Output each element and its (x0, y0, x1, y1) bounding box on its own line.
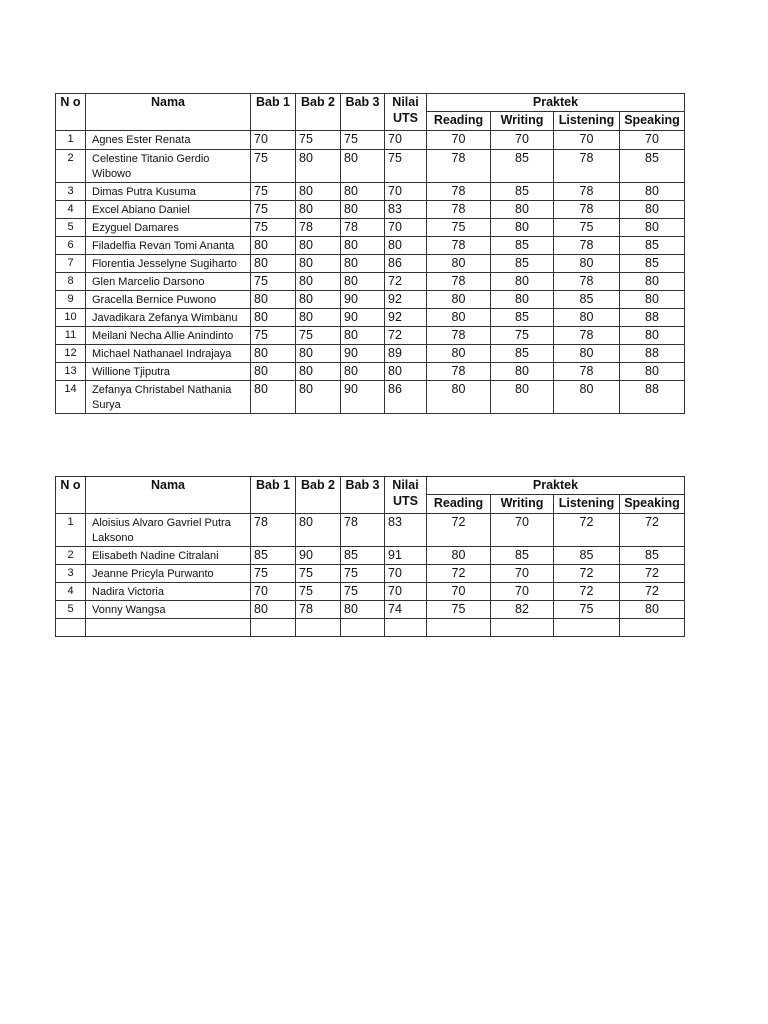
cell-no: 11 (56, 327, 86, 345)
header-no: N o (56, 477, 86, 514)
cell-no: 3 (56, 565, 86, 583)
cell-writing: 85 (491, 237, 554, 255)
cell-uts: 91 (385, 547, 427, 565)
cell-listening: 72 (554, 514, 620, 547)
cell-uts: 86 (385, 381, 427, 414)
cell-uts: 92 (385, 309, 427, 327)
cell-bab1: 80 (251, 345, 296, 363)
cell-writing: 80 (491, 381, 554, 414)
cell-speaking: 80 (620, 273, 685, 291)
cell-no: 5 (56, 601, 86, 619)
cell-bab2: 80 (296, 183, 341, 201)
cell-uts: 74 (385, 601, 427, 619)
header-bab3: Bab 3 (341, 477, 385, 514)
cell-listening: 78 (554, 327, 620, 345)
cell-writing: 85 (491, 547, 554, 565)
table-row (56, 309, 685, 327)
header-bab3: Bab 3 (341, 94, 385, 131)
cell-listening: 80 (554, 309, 620, 327)
cell-reading: 78 (427, 150, 491, 183)
header-row (56, 477, 685, 495)
cell-reading: 80 (427, 291, 491, 309)
grade-table-2 (55, 476, 685, 637)
header-bab2: Bab 2 (296, 477, 341, 514)
header-nama: Nama (86, 94, 251, 131)
cell-bab2: 80 (296, 150, 341, 183)
cell-listening: 70 (554, 131, 620, 150)
header-uts: Nilai UTS (385, 477, 427, 514)
cell-bab3: 75 (341, 583, 385, 601)
cell-speaking: 80 (620, 291, 685, 309)
header-listening: Listening (554, 495, 620, 514)
cell-uts: 70 (385, 583, 427, 601)
cell-writing: 80 (491, 201, 554, 219)
cell-bab3: 90 (341, 345, 385, 363)
cell-no: 9 (56, 291, 86, 309)
header-nama: Nama (86, 477, 251, 514)
cell-listening: 78 (554, 273, 620, 291)
cell-uts: 80 (385, 363, 427, 381)
cell-writing: 82 (491, 601, 554, 619)
cell-writing: 85 (491, 255, 554, 273)
cell-bab1: 75 (251, 327, 296, 345)
cell-reading: 78 (427, 237, 491, 255)
table-row (56, 363, 685, 381)
cell-bab1: 75 (251, 201, 296, 219)
cell-no: 4 (56, 201, 86, 219)
cell-no: 3 (56, 183, 86, 201)
cell-reading: 80 (427, 381, 491, 414)
cell-writing: 85 (491, 309, 554, 327)
cell-writing: 70 (491, 565, 554, 583)
cell-bab1: 70 (251, 583, 296, 601)
cell-bab2: 80 (296, 255, 341, 273)
cell-speaking: 88 (620, 381, 685, 414)
header-bab1: Bab 1 (251, 477, 296, 514)
cell-bab1: 75 (251, 565, 296, 583)
table-row (56, 150, 685, 183)
table-row (56, 565, 685, 583)
cell-speaking: 72 (620, 583, 685, 601)
cell-bab1: 75 (251, 183, 296, 201)
cell-listening: 78 (554, 237, 620, 255)
cell-listening: 80 (554, 255, 620, 273)
cell-bab3: 80 (341, 237, 385, 255)
cell-nama: Gracella Bernice Puwono (86, 291, 251, 309)
cell-nama: Dimas Putra Kusuma (86, 183, 251, 201)
header-writing: Writing (491, 495, 554, 514)
cell-reading: 80 (427, 547, 491, 565)
cell-listening: 75 (554, 601, 620, 619)
cell-bab1: 75 (251, 273, 296, 291)
cell-bab3: 78 (341, 219, 385, 237)
header-writing: Writing (491, 112, 554, 131)
cell-speaking: 88 (620, 345, 685, 363)
cell-bab2: 75 (296, 583, 341, 601)
cell-bab3: 85 (341, 547, 385, 565)
cell-listening: 78 (554, 201, 620, 219)
cell-no: 14 (56, 381, 86, 414)
header-reading: Reading (427, 495, 491, 514)
cell-bab3: 80 (341, 255, 385, 273)
cell-bab2: 90 (296, 547, 341, 565)
table-row (56, 514, 685, 547)
cell-writing: 70 (491, 131, 554, 150)
cell-nama (86, 619, 251, 637)
cell-writing: 80 (491, 291, 554, 309)
cell-nama: Elisabeth Nadine Citralani (86, 547, 251, 565)
table-row (56, 183, 685, 201)
cell-no: 7 (56, 255, 86, 273)
cell-writing: 85 (491, 345, 554, 363)
cell-reading: 78 (427, 363, 491, 381)
cell-nama: Ezyguel Damares (86, 219, 251, 237)
cell-no: 5 (56, 219, 86, 237)
header-no: N o (56, 94, 86, 131)
cell-bab3: 90 (341, 291, 385, 309)
cell-bab3: 80 (341, 201, 385, 219)
cell-writing (491, 619, 554, 637)
cell-bab2: 78 (296, 219, 341, 237)
cell-writing: 80 (491, 363, 554, 381)
cell-bab2: 75 (296, 327, 341, 345)
cell-writing: 75 (491, 327, 554, 345)
cell-listening: 80 (554, 345, 620, 363)
table-row (56, 327, 685, 345)
cell-reading: 72 (427, 514, 491, 547)
cell-listening: 78 (554, 183, 620, 201)
cell-reading: 78 (427, 273, 491, 291)
cell-speaking: 72 (620, 565, 685, 583)
cell-speaking: 80 (620, 327, 685, 345)
cell-uts: 83 (385, 201, 427, 219)
cell-bab1: 80 (251, 309, 296, 327)
cell-nama: Willione Tjiputra (86, 363, 251, 381)
cell-reading: 72 (427, 565, 491, 583)
table-row (56, 601, 685, 619)
cell-reading (427, 619, 491, 637)
cell-bab2 (296, 619, 341, 637)
cell-speaking: 85 (620, 237, 685, 255)
cell-bab3: 75 (341, 131, 385, 150)
cell-nama: Agnes Ester Renata (86, 131, 251, 150)
cell-no (56, 619, 86, 637)
cell-bab2: 78 (296, 601, 341, 619)
cell-listening: 78 (554, 363, 620, 381)
cell-uts: 70 (385, 183, 427, 201)
cell-bab2: 80 (296, 309, 341, 327)
cell-reading: 78 (427, 183, 491, 201)
cell-reading: 75 (427, 219, 491, 237)
cell-listening: 85 (554, 547, 620, 565)
cell-speaking: 80 (620, 219, 685, 237)
cell-uts: 86 (385, 255, 427, 273)
cell-bab3: 90 (341, 381, 385, 414)
cell-no: 1 (56, 131, 86, 150)
header-speaking: Speaking (620, 495, 685, 514)
cell-bab2: 80 (296, 201, 341, 219)
cell-nama: Glen Marcelio Darsono (86, 273, 251, 291)
cell-speaking: 88 (620, 309, 685, 327)
cell-bab3: 80 (341, 273, 385, 291)
cell-speaking: 80 (620, 201, 685, 219)
cell-speaking: 72 (620, 514, 685, 547)
cell-uts: 72 (385, 327, 427, 345)
header-praktek: Praktek (427, 94, 685, 112)
table-row (56, 219, 685, 237)
cell-bab3: 78 (341, 514, 385, 547)
cell-listening: 75 (554, 219, 620, 237)
cell-nama: Florentia Jesselyne Sugiharto (86, 255, 251, 273)
cell-bab1: 78 (251, 514, 296, 547)
table-row (56, 547, 685, 565)
cell-bab2: 80 (296, 363, 341, 381)
table-row (56, 201, 685, 219)
cell-listening: 85 (554, 291, 620, 309)
header-row (56, 94, 685, 112)
cell-bab2: 80 (296, 381, 341, 414)
cell-bab1: 80 (251, 255, 296, 273)
cell-uts: 92 (385, 291, 427, 309)
cell-uts: 80 (385, 237, 427, 255)
cell-reading: 75 (427, 601, 491, 619)
cell-listening: 72 (554, 583, 620, 601)
cell-no: 8 (56, 273, 86, 291)
cell-writing: 70 (491, 514, 554, 547)
header-listening: Listening (554, 112, 620, 131)
cell-nama: Filadelfia Revan Tomi Ananta (86, 237, 251, 255)
cell-uts: 70 (385, 131, 427, 150)
cell-uts: 70 (385, 565, 427, 583)
cell-bab2: 80 (296, 273, 341, 291)
cell-no: 10 (56, 309, 86, 327)
cell-bab3: 80 (341, 601, 385, 619)
cell-bab3: 80 (341, 150, 385, 183)
cell-speaking: 80 (620, 183, 685, 201)
cell-no: 4 (56, 583, 86, 601)
cell-listening (554, 619, 620, 637)
cell-uts: 72 (385, 273, 427, 291)
cell-speaking: 70 (620, 131, 685, 150)
cell-bab1: 75 (251, 150, 296, 183)
table-row (56, 255, 685, 273)
cell-bab2: 80 (296, 514, 341, 547)
cell-bab1: 80 (251, 601, 296, 619)
cell-uts: 70 (385, 219, 427, 237)
cell-bab2: 75 (296, 131, 341, 150)
cell-speaking: 85 (620, 150, 685, 183)
header-bab2: Bab 2 (296, 94, 341, 131)
header-bab1: Bab 1 (251, 94, 296, 131)
table-row (56, 237, 685, 255)
cell-writing: 85 (491, 183, 554, 201)
cell-no: 2 (56, 150, 86, 183)
cell-bab2: 80 (296, 237, 341, 255)
table-row (56, 583, 685, 601)
cell-nama: Excel Abiano Daniel (86, 201, 251, 219)
cell-speaking (620, 619, 685, 637)
cell-writing: 85 (491, 150, 554, 183)
cell-writing: 80 (491, 219, 554, 237)
cell-uts: 75 (385, 150, 427, 183)
table-row (56, 619, 685, 637)
cell-bab1: 80 (251, 381, 296, 414)
cell-no: 12 (56, 345, 86, 363)
table-row (56, 273, 685, 291)
cell-listening: 72 (554, 565, 620, 583)
cell-nama: Vonny Wangsa (86, 601, 251, 619)
cell-bab1: 80 (251, 237, 296, 255)
cell-reading: 78 (427, 201, 491, 219)
cell-nama: Javadikara Zefanya Wimbanu (86, 309, 251, 327)
cell-reading: 70 (427, 131, 491, 150)
cell-bab1: 75 (251, 219, 296, 237)
cell-nama: Aloisius Alvaro Gavriel Putra Laksono (86, 514, 251, 547)
cell-bab1 (251, 619, 296, 637)
header-praktek: Praktek (427, 477, 685, 495)
cell-writing: 80 (491, 273, 554, 291)
cell-reading: 70 (427, 583, 491, 601)
cell-nama: Celestine Titanio Gerdio Wibowo (86, 150, 251, 183)
cell-listening: 78 (554, 150, 620, 183)
cell-no: 6 (56, 237, 86, 255)
cell-bab1: 80 (251, 363, 296, 381)
cell-bab3: 75 (341, 565, 385, 583)
table-row (56, 345, 685, 363)
header-uts: Nilai UTS (385, 94, 427, 131)
cell-bab3: 80 (341, 327, 385, 345)
cell-no: 1 (56, 514, 86, 547)
cell-nama: Nadira Victoria (86, 583, 251, 601)
cell-bab3: 80 (341, 363, 385, 381)
cell-nama: Zefanya Christabel Nathania Surya (86, 381, 251, 414)
cell-nama: Michael Nathanael Indrajaya (86, 345, 251, 363)
cell-listening: 80 (554, 381, 620, 414)
cell-bab1: 85 (251, 547, 296, 565)
cell-speaking: 80 (620, 363, 685, 381)
header-reading: Reading (427, 112, 491, 131)
cell-reading: 80 (427, 255, 491, 273)
cell-speaking: 85 (620, 547, 685, 565)
cell-bab2: 75 (296, 565, 341, 583)
table-row (56, 131, 685, 150)
cell-speaking: 80 (620, 601, 685, 619)
cell-bab1: 80 (251, 291, 296, 309)
cell-nama: Jeanne Pricyla Purwanto (86, 565, 251, 583)
cell-uts: 83 (385, 514, 427, 547)
cell-writing: 70 (491, 583, 554, 601)
cell-no: 13 (56, 363, 86, 381)
grade-table-1 (55, 93, 685, 414)
cell-reading: 80 (427, 345, 491, 363)
cell-bab3: 80 (341, 183, 385, 201)
cell-bab2: 80 (296, 291, 341, 309)
table-row (56, 381, 685, 414)
cell-no: 2 (56, 547, 86, 565)
cell-bab3 (341, 619, 385, 637)
header-speaking: Speaking (620, 112, 685, 131)
table-row (56, 291, 685, 309)
cell-uts (385, 619, 427, 637)
cell-nama: Meilani Necha Allie Anindinto (86, 327, 251, 345)
cell-speaking: 85 (620, 255, 685, 273)
cell-reading: 80 (427, 309, 491, 327)
cell-uts: 89 (385, 345, 427, 363)
cell-reading: 78 (427, 327, 491, 345)
cell-bab3: 90 (341, 309, 385, 327)
cell-bab1: 70 (251, 131, 296, 150)
cell-bab2: 80 (296, 345, 341, 363)
